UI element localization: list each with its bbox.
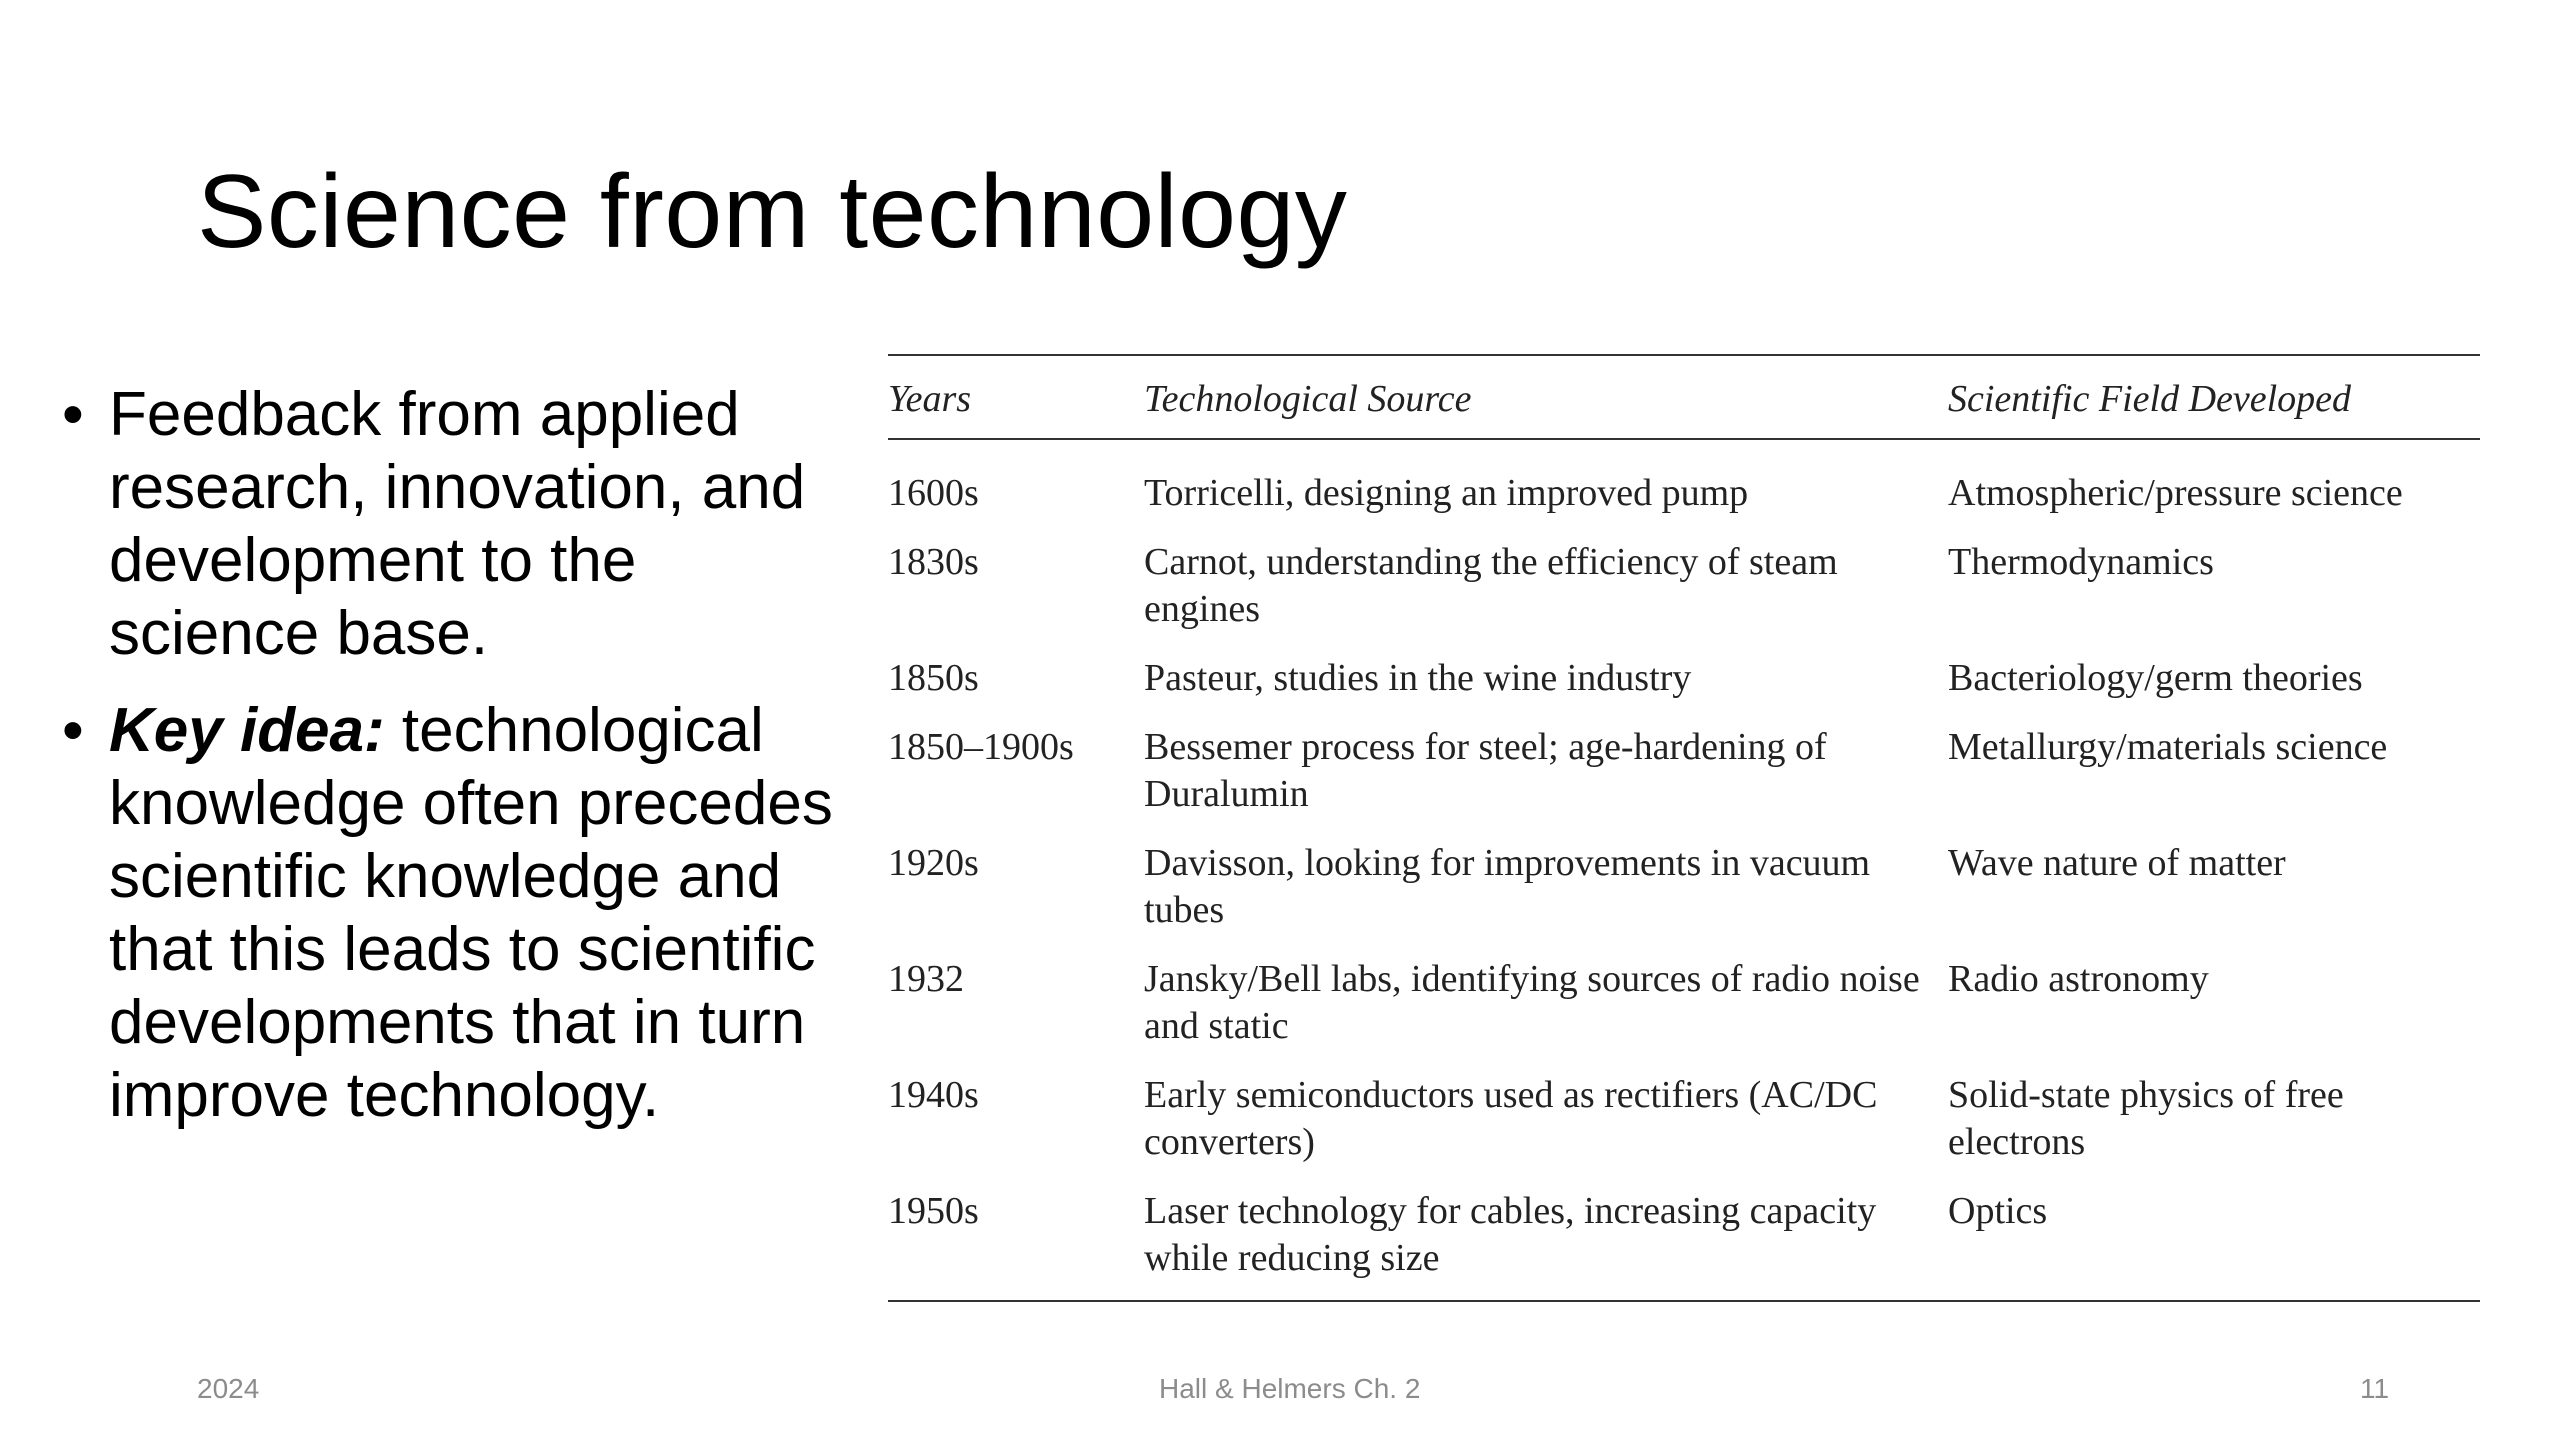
table-row <box>888 440 2480 529</box>
cell-field: Solid-state physics of free electrons <box>1948 1074 2344 1163</box>
cell-source: Torricelli, designing an improved pump <box>1144 472 1749 514</box>
cell-source: Early semiconductors used as rectifiers (AC/DC converters) <box>1144 1074 1878 1163</box>
cell-years: 1920s <box>888 842 979 884</box>
cell-field: Radio astronomy <box>1948 958 2209 1000</box>
cell-source: Laser technology for cables, increasing capacity while reducing size <box>1144 1190 1877 1279</box>
cell-field: Atmospheric/pressure science <box>1948 472 2403 514</box>
header-scientific-field: Scientific Field Developed <box>1948 378 2352 420</box>
cell-source: Pasteur, studies in the wine industry <box>1144 657 1692 699</box>
bullet-key-label: Key idea: <box>109 696 385 765</box>
footer-date: 2024 <box>197 1373 260 1404</box>
footer-source: Hall & Helmers Ch. 2 <box>1159 1373 1421 1404</box>
table-row <box>888 714 2480 830</box>
cell-field: Optics <box>1948 1190 2048 1232</box>
cell-years: 1850s <box>888 657 979 699</box>
footer-page-number: 11 <box>2360 1373 2390 1404</box>
cell-years: 1940s <box>888 1074 979 1116</box>
bullet-text: technological knowledge often precedes scientific knowledge and that this leads to scientific developments that in turn improve technology. <box>109 696 833 1130</box>
cell-field: Bacteriology/germ theories <box>1948 657 2363 699</box>
table-body <box>888 440 2480 1300</box>
cell-field: Wave nature of matter <box>1948 842 2286 884</box>
table-row <box>888 529 2480 645</box>
table-row <box>888 1178 2480 1300</box>
cell-years: 1830s <box>888 541 979 583</box>
cell-field: Metallurgy/materials science <box>1948 726 2388 768</box>
header-technological-source: Technological Source <box>1144 378 1472 420</box>
cell-source: Carnot, understanding the efficiency of steam engines <box>1144 541 1838 630</box>
header-years: Years <box>888 378 972 420</box>
table-row <box>888 830 2480 946</box>
table-row <box>888 645 2480 714</box>
bullet-dot: • <box>62 696 84 765</box>
cell-years: 1850–1900s <box>888 726 1074 768</box>
cell-years: 1600s <box>888 472 979 514</box>
table-row <box>888 946 2480 1062</box>
table <box>888 356 2480 1300</box>
bullet-item <box>56 694 846 1132</box>
table-header-row <box>888 356 2480 438</box>
bullet-dot: • <box>62 380 84 449</box>
history-table <box>888 354 2480 1302</box>
cell-years: 1950s <box>888 1190 979 1232</box>
bullet-item <box>56 378 846 670</box>
cell-field: Thermodynamics <box>1948 541 2214 583</box>
table-row <box>888 1062 2480 1178</box>
bullet-list <box>56 378 846 1156</box>
bullet-text: Feedback from applied research, innovation, and development to the science base. <box>109 380 806 668</box>
cell-source: Bessemer process for steel; age-hardening of Duralumin <box>1144 726 1827 815</box>
table-bottom-rule <box>888 1300 2480 1302</box>
cell-source: Davisson, looking for improvements in vacuum tubes <box>1144 842 1871 931</box>
slide-title: Science from technology <box>197 154 1348 270</box>
cell-source: Jansky/Bell labs, identifying sources of radio noise and static <box>1144 958 1920 1047</box>
cell-years: 1932 <box>888 958 964 1000</box>
